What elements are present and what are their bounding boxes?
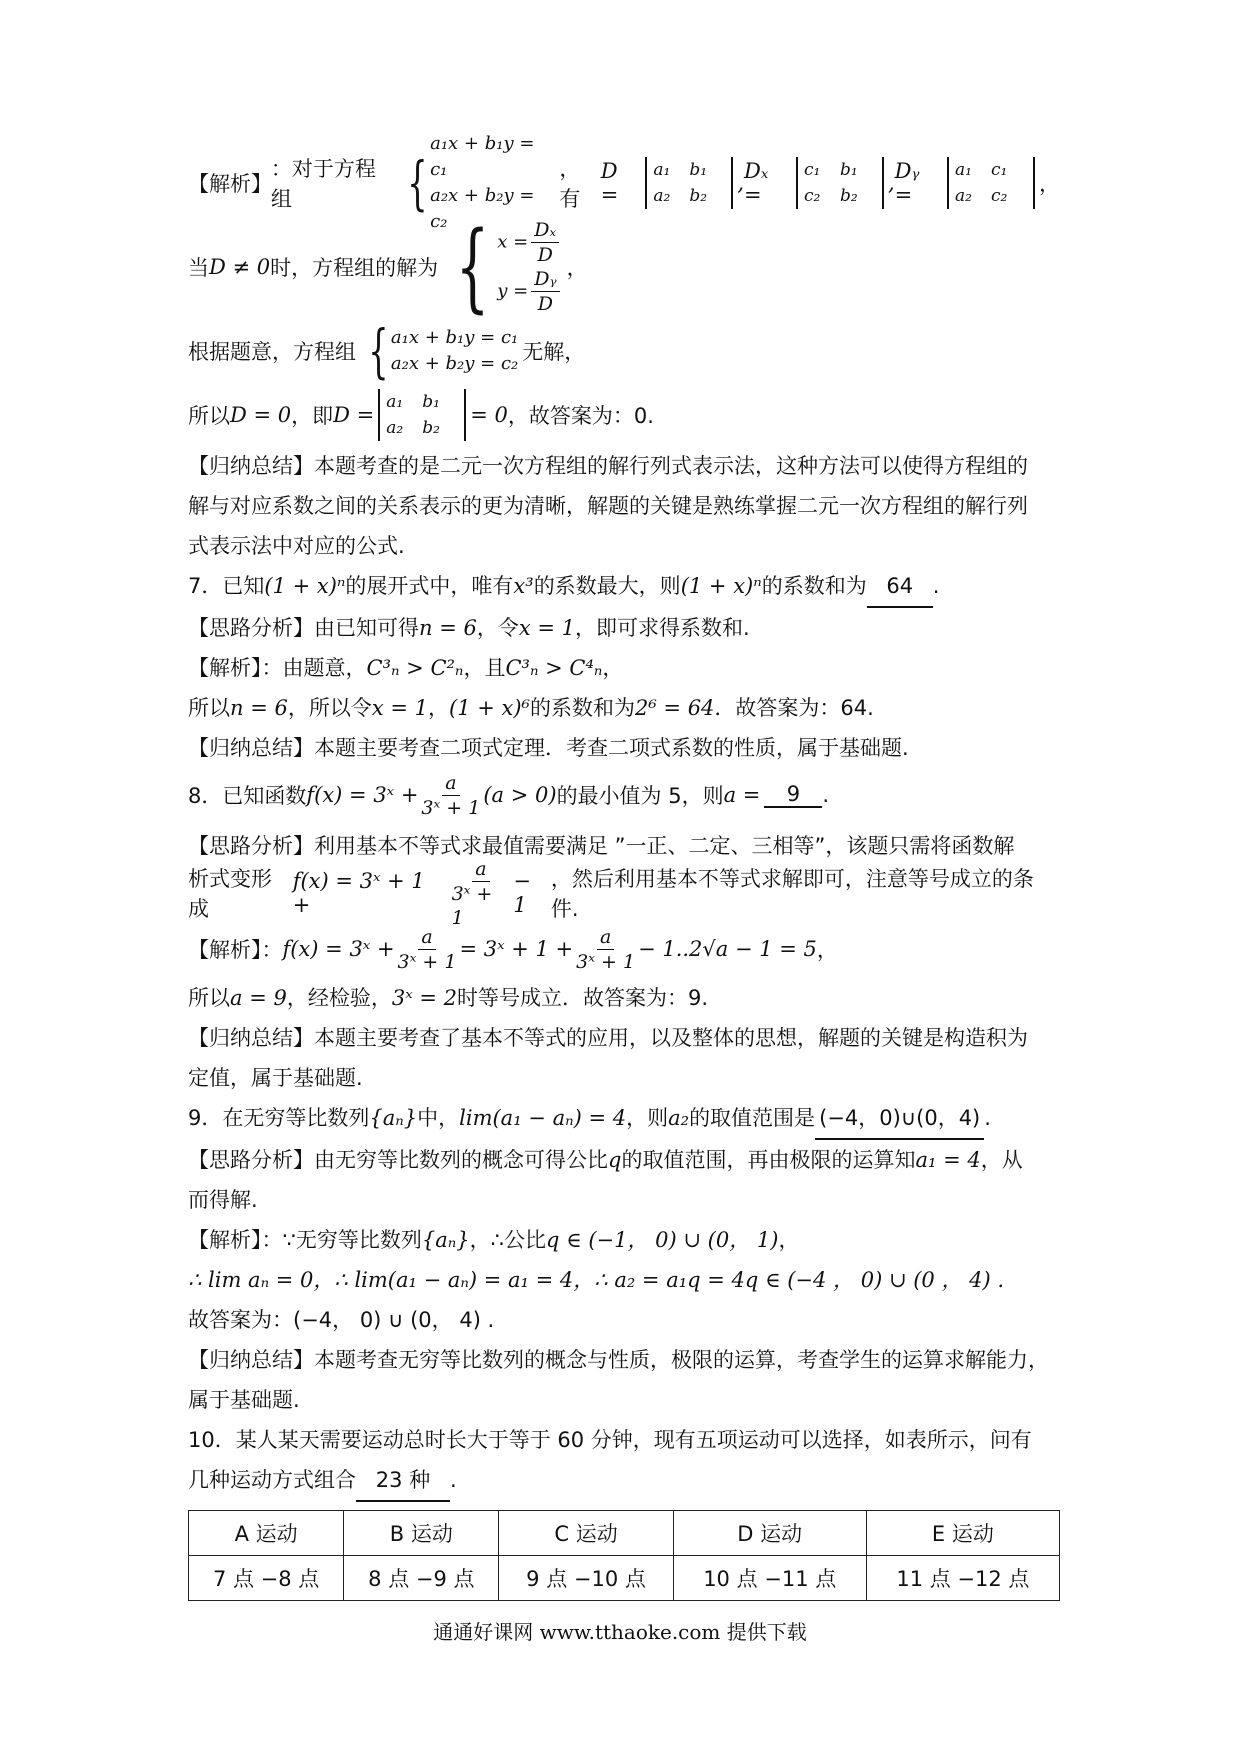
exercise-table — [188, 1510, 1060, 1601]
label-analysis: 【解析】 — [188, 172, 272, 196]
analysis-line-3: 根据题意，方程组 { a₁x + b₁y = c₁ a₂x + b₂y = c₂ 无解， — [188, 317, 586, 385]
table-cell: 11 点 −12 点 — [866, 1556, 1059, 1601]
document-body — [188, 133, 1060, 1601]
question-7: 7．已知(1 + x)ⁿ的展开式中，唯有x³的系数最大，则(1 + x)ⁿ的系数和为 64 . — [188, 566, 1060, 608]
analysis-line-4: 所以 D = 0 ，即 D = a₁ b₁ a₂ b₂ = 0 ，故答案为：0. — [188, 384, 1060, 446]
table-cell: 7 点 −8 点 — [189, 1556, 344, 1601]
table-cell: 9 点 −10 点 — [499, 1556, 673, 1601]
summary-6-line-3: 式表示法中对应的公式. — [188, 534, 405, 558]
table-cell: 10 点 −11 点 — [673, 1556, 866, 1601]
table-row — [189, 1556, 1060, 1601]
answer-blank-8: 9 — [764, 782, 822, 808]
analysis-line-2: 当 D ≠ 0 时，方程组的解为 { x = $\frac{\text{Dₓ}}{D}$ y = $\frac{\text{Dᵧ}}{D}$ ， — [188, 211, 588, 323]
table-header-row — [189, 1511, 1060, 1556]
question-9: 9．在无穷等比数列{aₙ}中，lim(a₁ − aₙ) = 4，则a₂的取值范围是 (−4，0)∪(0，4) . — [188, 1098, 1060, 1140]
question-8-idea-1: 【思路分析】利用基本不等式求最值需要满足 ”一正、二定、三相等”，该题只需将函数解 — [188, 834, 1015, 858]
table-header-cell: D 运动 — [673, 1511, 866, 1556]
answer-blank-9: (−4，0)∪(0，4) — [815, 1098, 984, 1140]
equation-system: { a₁x + b₁y = c₁ a₂x + b₂y = c₂ — [407, 133, 535, 232]
determinant-Dx: c₁ b₁ c₂ b₂ — [796, 157, 884, 209]
question-10-line-1: 10．某人某天需要运动总时长大于等于 60 分钟，现有五项运动可以选择，如表所示，问有 — [188, 1428, 1032, 1452]
table-cell: 8 点 −9 点 — [344, 1556, 499, 1601]
question-9-summary-1: 【归纳总结】本题考查无穷等比数列的概念与性质，极限的运算，考查学生的运算求解能力， — [188, 1348, 1049, 1372]
question-7-analysis: 【解析】：由题意，C³ₙ > C²ₙ，且C³ₙ > C⁴ₙ， — [188, 656, 624, 680]
question-9-idea-1: 【思路分析】由无穷等比数列的概念可得公比q的取值范围，再由极限的运算知a₁ = 4，从 — [188, 1148, 1023, 1172]
question-8-idea-2: 析式变形成 f(x) = 3ˣ + 1 + $\frac{a}{\text{3ˣ + 1}}$ − 1 ，然后利用基本不等式求解即可，注意等号成立的条件. — [188, 857, 1034, 929]
page-footer: 通通好课网 www.tthaoke.com 提供下载 — [433, 1620, 807, 1644]
table-header-cell: A 运动 — [189, 1511, 344, 1556]
question-8: 8．已知函数 f(x) = 3ˣ + $\frac{a}{\text{3ˣ + 1}}$ (a > 0) 的最小值为 5，则 a = 9 . — [188, 771, 830, 819]
question-9-summary-2: 属于基础题. — [188, 1388, 300, 1412]
answer-blank-7: 64 — [867, 566, 933, 608]
question-7-conclusion: 所以n = 6，所以令x = 1，(1 + x)⁶的系数和为2⁶ = 64．故答案为：64. — [188, 696, 874, 720]
table-header-cell: E 运动 — [866, 1511, 1059, 1556]
answer-blank-10: 23 种 — [356, 1460, 450, 1502]
question-8-summary-1: 【归纳总结】本题主要考查了基本不等式的应用，以及整体的思想，解题的关键是构造积为 — [188, 1026, 1028, 1050]
summary-6-line-1: 【归纳总结】本题考查的是二元一次方程组的解行列式表示法，这种方法可以使得方程组的 — [188, 454, 1028, 478]
summary-6-line-2: 解与对应系数之间的关系表示的更为清晰，解题的关键是熟练掌握二元一次方程组的解行列 — [188, 494, 1028, 518]
question-7-summary: 【归纳总结】本题主要考查二项式定理．考查二项式系数的性质，属于基础题. — [188, 736, 909, 760]
question-9-idea-2: 而得解. — [188, 1188, 258, 1212]
determinant-Dy: a₁ c₁ a₂ c₂ — [947, 157, 1035, 209]
question-9-answer: 故答案为：(−4， 0) ∪ (0， 4) . — [188, 1308, 495, 1332]
question-7-idea: 【思路分析】由已知可得n = 6，令x = 1，即可求得系数和. — [188, 616, 750, 640]
table-header-cell: B 运动 — [344, 1511, 499, 1556]
analysis-line-1: 【解析】 ：对于方程组 { a₁x + b₁y = c₁ a₂x + b₂y = c₂ ，有 D = a₁ b₁ a₂ b₂ , Dₓ = c₁ b₁ c₂ b₂ , Dᵧ = a₁ c₁ a₂ c₂ ， — [188, 150, 1060, 216]
question-8-summary-2: 定值，属于基础题. — [188, 1066, 363, 1090]
question-10-line-2: 几种运动方式组合 23 种 . — [188, 1460, 1060, 1502]
question-9-analysis-2: ∴ lim aₙ = 0，∴ lim(a₁ − aₙ) = a₁ = 4，∴ a₂ = a₁q = 4q ∈ (−4 ， 0) ∪ (0 ， 4) . — [188, 1268, 1005, 1292]
determinant-D: a₁ b₁ a₂ b₂ — [645, 157, 733, 209]
question-8-conclusion: 所以a = 9，经检验，3ˣ = 2时等号成立．故答案为：9. — [188, 986, 708, 1010]
table-header-cell: C 运动 — [499, 1511, 673, 1556]
question-8-analysis: 【解析】： f(x) = 3ˣ + $\frac{a}{\text{3ˣ + 1}}$ = 3ˣ + 1 + $\frac{a}{\text{3ˣ + 1}}$ − 1..2√a − 1 = 5 ， — [188, 925, 838, 973]
solution-system: { x = $\frac{\text{Dₓ}}{D}$ y = $\frac{\text{Dᵧ}}{D}$ — [442, 218, 562, 316]
question-9-analysis-1: 【解析】：∵无穷等比数列{aₙ}，∴公比q ∈ (−1， 0) ∪ (0， 1)， — [188, 1228, 800, 1252]
